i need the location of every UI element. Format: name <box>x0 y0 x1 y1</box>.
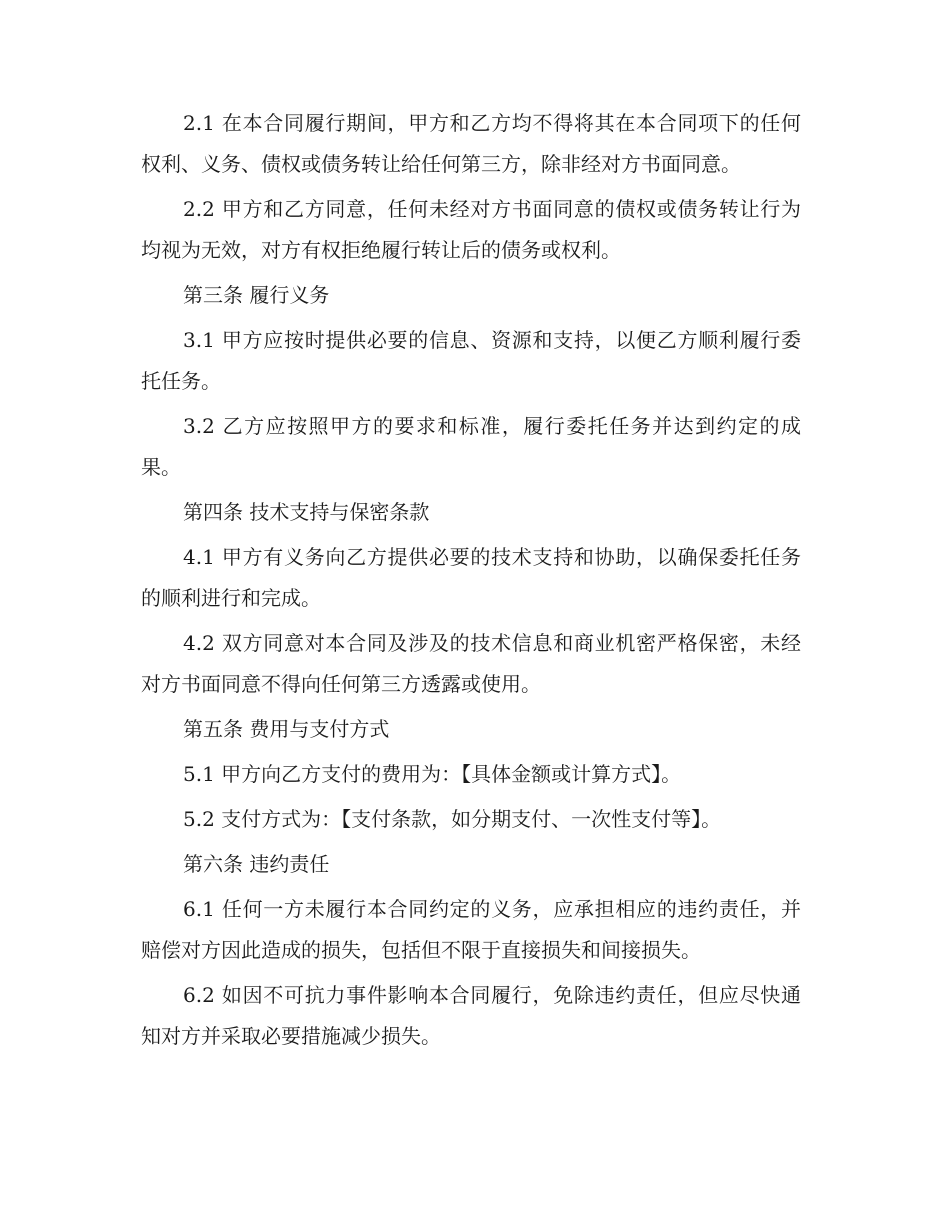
clause-4-1: 4.1 甲方有义务向乙方提供必要的技术支持和协助，以确保委托任务的顺利进行和完成。 <box>141 545 801 610</box>
clause-2-2: 2.2 甲方和乙方同意，任何未经对方书面同意的债权或债务转让行为均视为无效，对方有权拒绝履行转让后的债务或权利。 <box>141 197 801 262</box>
article-4-heading: 第四条 技术支持与保密条款 <box>183 500 430 524</box>
clause-6-2: 6.2 如因不可抗力事件影响本合同履行，免除违约责任，但应尽快通知对方并采取必要措施减少损失。 <box>141 983 801 1048</box>
clause-4-2: 4.2 双方同意对本合同及涉及的技术信息和商业机密严格保密，未经对方书面同意不得向任何第三方透露或使用。 <box>141 631 801 696</box>
clause-6-1: 6.1 任何一方未履行本合同约定的义务，应承担相应的违约责任，并赔偿对方因此造成的损失，包括但不限于直接损失和间接损失。 <box>141 897 801 962</box>
clause-5-2: 5.2 支付方式为：【支付条款，如分期支付、一次性支付等】。 <box>183 807 722 831</box>
clause-3-2: 3.2 乙方应按照甲方的要求和标准，履行委托任务并达到约定的成果。 <box>141 414 801 479</box>
article-3-heading: 第三条 履行义务 <box>183 283 330 307</box>
article-5-heading: 第五条 费用与支付方式 <box>183 717 390 741</box>
clause-5-1: 5.1 甲方向乙方支付的费用为：【具体金额或计算方式】。 <box>183 762 682 786</box>
clause-2-1: 2.1 在本合同履行期间，甲方和乙方均不得将其在本合同项下的任何权利、义务、债权或债务转让给任何第三方，除非经对方书面同意。 <box>141 111 801 176</box>
document-body <box>141 103 801 1061</box>
article-6-heading: 第六条 违约责任 <box>183 852 330 876</box>
clause-3-1: 3.1 甲方应按时提供必要的信息、资源和支持，以便乙方顺利履行委托任务。 <box>141 328 801 393</box>
